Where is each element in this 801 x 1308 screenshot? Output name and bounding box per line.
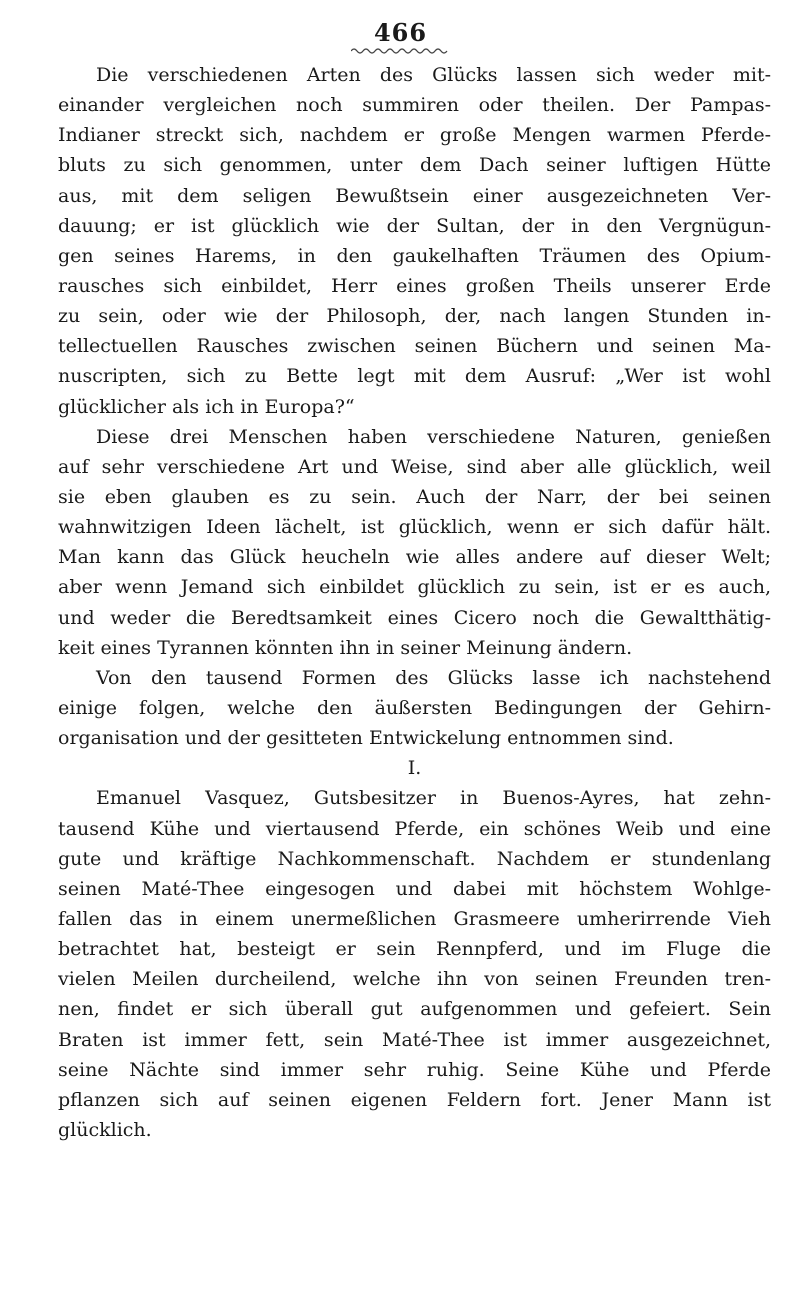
text-line: seine Nächte sind immer sehr ruhig. Seine Kühe und Pferde [58, 1058, 771, 1081]
page-number: 466 [373, 18, 428, 47]
text-line: glücklicher als ich in Europa?“ [58, 395, 355, 418]
text-line: und weder die Beredtsamkeit eines Cicero noch die Gewaltthätig- [58, 606, 771, 629]
text-line: aber wenn Jemand sich einbildet glücklich zu sein, ist er es auch, [58, 576, 771, 599]
text-line: betrachtet hat, besteigt er sein Rennpferd, und im Fluge die [58, 938, 771, 961]
text-line: Diese drei Menschen haben verschiedene Naturen, genießen [96, 425, 771, 448]
text-line: Man kann das Glück heucheln wie alles andere auf dieser Welt; [58, 546, 771, 569]
text-line: Indianer streckt sich, nachdem er große Mengen warmen Pferde- [58, 124, 771, 147]
body-text [58, 60, 771, 1145]
text-line: einige folgen, welche den äußersten Bedingungen der Gehirn- [58, 696, 771, 719]
text-line: tellectuellen Rausches zwischen seinen Büchern und seinen Ma- [58, 335, 771, 358]
text-line: Braten ist immer fett, sein Maté-Thee ist immer ausgezeichnet, [58, 1028, 771, 1051]
text-line: gute und kräftige Nachkommenschaft. Nachdem er stundenlang [58, 847, 771, 870]
text-line: Emanuel Vasquez, Gutsbesitzer in Buenos-Ayres, hat zehn- [96, 787, 771, 810]
text-line: tausend Kühe und viertausend Pferde, ein schönes Weib und eine [58, 817, 771, 840]
text-line: glücklich. [58, 1118, 152, 1141]
text-line: I. [407, 757, 422, 780]
text-line: keit eines Tyrannen könnten ihn in seiner Meinung ändern. [58, 636, 633, 659]
text-line: gen seines Harems, in den gaukelhaften Träumen des Opium- [58, 244, 771, 267]
text-line: fallen das in einem unermeßlichen Grasmeere umherirrende Vieh [58, 907, 771, 930]
text-line: einander vergleichen noch summiren oder theilen. Der Pampas- [58, 94, 771, 117]
text-line: rausches sich einbildet, Herr eines großen Theils unserer Erde [58, 274, 771, 297]
ornamental-wavy-rule [351, 47, 449, 55]
text-line: bluts zu sich genommen, unter dem Dach seiner luftigen Hütte [58, 154, 771, 177]
text-line: dauung; er ist glücklich wie der Sultan, der in den Vergnügun- [58, 214, 771, 237]
text-line: sie eben glauben es zu sein. Auch der Narr, der bei seinen [58, 485, 771, 508]
text-line: seinen Maté-Thee eingesogen und dabei mit höchstem Wohlge- [58, 877, 771, 900]
text-line: nen, findet er sich überall gut aufgenommen und gefeiert. Sein [58, 998, 771, 1021]
text-line: Die verschiedenen Arten des Glücks lassen sich weder mit- [96, 64, 771, 86]
text-line: pflanzen sich auf seinen eigenen Feldern fort. Jener Mann ist [58, 1088, 771, 1111]
text-line: zu sein, oder wie der Philosoph, der, nach langen Stunden in- [58, 305, 771, 328]
text-line: nuscripten, sich zu Bette legt mit dem Ausruf: „Wer ist wohl [58, 365, 771, 388]
text-line: Von den tausend Formen des Glücks lasse ich nachstehend [96, 666, 771, 689]
text-line: aus, mit dem seligen Bewußtsein einer ausgezeichneten Ver- [58, 184, 771, 207]
text-line: organisation und der gesitteten Entwickelung entnommen sind. [58, 727, 674, 750]
text-line: vielen Meilen durcheilend, welche ihn von seinen Freunden tren- [58, 968, 771, 991]
text-line: auf sehr verschiedene Art und Weise, sind aber alle glücklich, weil [58, 455, 771, 478]
text-line: wahnwitzigen Ideen lächelt, ist glücklich, wenn er sich dafür hält. [58, 516, 771, 539]
